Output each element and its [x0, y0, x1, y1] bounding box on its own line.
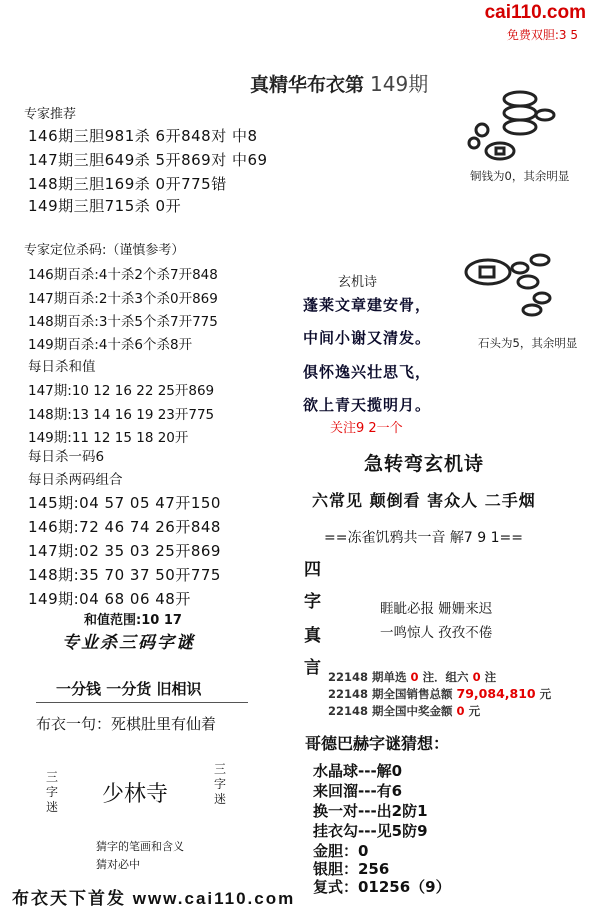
- lottery-text: 22148 期全国销售总额: [328, 687, 453, 701]
- goedel-line: 来回溜---有6: [313, 782, 403, 800]
- pair-kill-heading: 每日杀两码组合: [28, 472, 123, 488]
- turn-poem-heading: 急转弯玄机诗: [364, 453, 485, 475]
- poem-line: 俱怀逸兴壮思飞，: [303, 363, 432, 381]
- poem-line: 蓬莱文章建安骨，: [303, 296, 432, 314]
- lottery-value: 0: [472, 670, 481, 684]
- poem-focus: 关注9 2一个: [330, 421, 403, 436]
- site-tagline: 免费双胆:3 5: [506, 28, 578, 42]
- turn-poem-line: 六常见 颠倒看 害众人 二手烟: [312, 491, 536, 510]
- poem-line: 欲上青天揽明月。: [303, 396, 432, 414]
- expert-line: 149期三胆715杀 0开: [28, 197, 182, 215]
- title-issue: 149期: [370, 72, 429, 96]
- title-main: 真精华布衣第: [250, 74, 365, 96]
- expert-heading: 专家推荐: [24, 107, 77, 122]
- expert-line: 148期三胆169杀 0开775错: [28, 175, 227, 193]
- divider: [36, 702, 248, 703]
- goedel-line: 复式：01256（9）: [313, 878, 451, 896]
- copper-coin-illustration: [460, 85, 570, 165]
- goedel-heading: 哥德巴赫字谜猜想：: [305, 734, 450, 753]
- position-kill-line: 147期百杀:2十杀3个杀0开869: [28, 291, 218, 307]
- coin-caption: 石头为5，其余明显: [478, 336, 578, 350]
- goedel-line: 换一对---出2防1: [313, 802, 428, 820]
- footer-banner: 布衣天下首发 www.cai110.com: [12, 889, 296, 908]
- pair-kill-line: 148期:35 70 37 50开775: [28, 566, 221, 584]
- four-char-label: 真: [304, 626, 321, 646]
- stone-coin-illustration: [460, 250, 570, 330]
- pair-kill-line: 149期:04 68 06 48开: [28, 590, 191, 608]
- riddle-title: 专业杀三码字谜: [62, 633, 195, 653]
- three-char-answer: 少林寺: [102, 782, 169, 807]
- three-char-left-label: 三字迷: [46, 770, 59, 814]
- three-char-right-label: 三字迷: [214, 762, 227, 806]
- position-kill-heading: 专家定位杀码:（谨慎参考）: [24, 243, 185, 258]
- poem-line: 中间小谢又清发。: [303, 329, 432, 347]
- three-char-note1: 猜字的笔画和含义: [96, 840, 184, 853]
- four-char-label: 字: [304, 592, 321, 612]
- one-kill: 每日杀一码6: [28, 449, 105, 465]
- lottery-text: 22148 期全国中奖金额: [328, 704, 453, 718]
- sum-range: 和值范围:10 17: [84, 613, 182, 628]
- buyi-line: 布衣一句：死棋肚里有仙着: [36, 715, 217, 733]
- site-name: cai110.com: [484, 2, 586, 23]
- four-char-label: 四: [304, 560, 321, 580]
- lottery-text: 注．组六: [422, 670, 469, 684]
- lottery-line: [328, 686, 551, 702]
- lottery-text: 注: [484, 670, 497, 684]
- coin-caption: 铜钱为0，其余明显: [470, 169, 570, 183]
- lottery-value: 79,084,810: [456, 686, 536, 701]
- pair-kill-line: 146期:72 46 74 26开848: [28, 518, 221, 536]
- page-title: [250, 68, 428, 97]
- turn-poem-riddle: ==冻雀饥鸦共一音 解7 9 1==: [324, 530, 523, 546]
- sum-kill-line: 149期:11 12 15 18 20开: [28, 430, 189, 446]
- sum-kill-heading: 每日杀和值: [28, 359, 96, 375]
- position-kill-line: 149期百杀:4十杀6个杀8开: [28, 337, 193, 353]
- four-char-line: 睚眦必报 姗姗来迟: [380, 601, 493, 617]
- four-char-label: 言: [304, 658, 321, 678]
- lottery-value: 0: [456, 704, 465, 718]
- lottery-text: 元: [468, 704, 481, 718]
- goedel-line: 金胆：0: [313, 842, 369, 860]
- position-kill-line: 148期百杀:3十杀5个杀7开775: [28, 314, 218, 330]
- pair-kill-line: 145期:04 57 05 47开150: [28, 494, 221, 512]
- goedel-line: 挂衣勾---见5防9: [313, 822, 428, 840]
- poem-heading: 玄机诗: [338, 275, 378, 290]
- proverb: 一分钱 一分货 旧相识: [56, 680, 202, 698]
- expert-line: 146期三胆981杀 6开848对 中8: [28, 127, 258, 145]
- sum-kill-line: 148期:13 14 16 19 23开775: [28, 407, 215, 423]
- expert-line: 147期三胆649杀 5开869对 中69: [28, 151, 268, 169]
- lottery-value: 0: [410, 670, 419, 684]
- position-kill-line: 146期百杀:4十杀2个杀7开848: [28, 267, 218, 283]
- lottery-text: 22148 期单选: [328, 670, 407, 684]
- pair-kill-line: 147期:02 35 03 25开869: [28, 542, 221, 560]
- sum-kill-line: 147期:10 12 16 22 25开869: [28, 383, 215, 399]
- goedel-line: 银胆：256: [313, 860, 390, 878]
- four-char-line: 一鸣惊人 孜孜不倦: [380, 625, 493, 641]
- lottery-text: 元: [539, 687, 552, 701]
- goedel-line: 水晶球---解0: [313, 762, 403, 780]
- three-char-note2: 猜对必中: [96, 858, 140, 871]
- lottery-line: [328, 669, 496, 685]
- lottery-line: [328, 703, 480, 719]
